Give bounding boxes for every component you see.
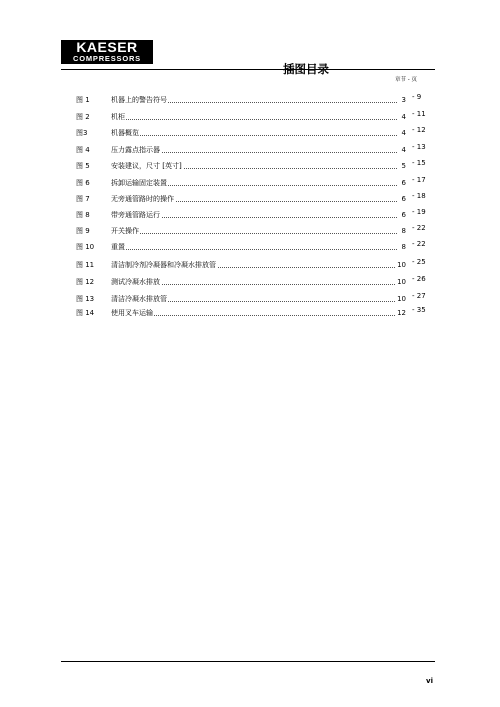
toc-entry[interactable] [76, 179, 406, 188]
figure-title: 无旁通管路时的操作 [111, 195, 174, 203]
page-number: - 12 [412, 126, 426, 134]
chapter-page-header: 章节 - 页 [395, 77, 417, 83]
figure-number: 图 14 [76, 309, 95, 317]
page-number: - 19 [412, 208, 426, 216]
dot-leader [111, 135, 397, 136]
page-number: - 15 [412, 159, 426, 167]
figure-number: 图 11 [76, 261, 95, 269]
figure-number: 图 9 [76, 227, 90, 235]
toc-entry[interactable] [76, 211, 406, 220]
page-number: - 22 [412, 240, 426, 248]
chapter-number: 5 [401, 162, 406, 170]
header-divider [61, 69, 435, 70]
figure-title: 拆卸运输固定装置 [111, 179, 167, 187]
logo-subline: COMPRESSORS [73, 54, 141, 63]
page-number: - 27 [412, 292, 426, 300]
toc-entry[interactable] [76, 146, 406, 155]
chapter-number: 10 [397, 261, 406, 269]
toc-entry[interactable] [76, 96, 406, 105]
figure-number: 图 2 [76, 113, 90, 121]
figure-number: 图 12 [76, 278, 95, 286]
figure-title: 压力露点指示器 [111, 146, 160, 154]
dot-leader [111, 249, 397, 250]
figure-title: 机柜 [111, 113, 125, 121]
chapter-number: 6 [401, 211, 406, 219]
figure-title: 机器上的警告符号 [111, 96, 167, 104]
page-number: - 25 [412, 258, 426, 266]
figure-number: 图 8 [76, 211, 90, 219]
page-number: - 13 [412, 143, 426, 151]
chapter-number: 12 [397, 309, 406, 317]
dot-leader [111, 119, 397, 120]
chapter-number: 6 [401, 179, 406, 187]
figure-title: 开关操作 [111, 227, 139, 235]
figure-number: 图 7 [76, 195, 90, 203]
page-number: - 35 [412, 306, 426, 314]
figure-title: 重置 [111, 243, 125, 251]
page-number: - 18 [412, 192, 426, 200]
toc-entry[interactable] [76, 261, 406, 270]
toc-entry[interactable] [76, 309, 406, 318]
figure-title: 带旁通管路运行 [111, 211, 160, 219]
figure-number: 图 5 [76, 162, 90, 170]
page-number: - 17 [412, 176, 426, 184]
toc-entry[interactable] [76, 162, 406, 171]
chapter-number: 10 [397, 278, 406, 286]
figure-title: 清洁制冷剂冷凝器和冷凝水排放管 [111, 261, 216, 269]
figure-number: 图 13 [76, 295, 95, 303]
kaeser-logo [61, 40, 153, 64]
toc-entry[interactable] [76, 195, 406, 204]
figure-number: 图 10 [76, 243, 95, 251]
chapter-number: 4 [401, 113, 406, 121]
chapter-number: 3 [401, 96, 406, 104]
figure-title: 清洁冷凝水排放管 [111, 295, 167, 303]
chapter-number: 10 [397, 295, 406, 303]
toc-entry[interactable] [76, 227, 406, 236]
chapter-number: 4 [401, 146, 406, 154]
page-number: - 11 [412, 110, 426, 118]
logo-wordmark: KAESER [76, 39, 138, 55]
toc-entry[interactable] [76, 243, 406, 252]
figure-number: 图3 [76, 129, 88, 137]
figure-number: 图 6 [76, 179, 90, 187]
chapter-number: 4 [401, 129, 406, 137]
footer-divider [61, 661, 435, 662]
figure-title: 机器概览 [111, 129, 139, 137]
chapter-number: 8 [401, 243, 406, 251]
toc-entry[interactable] [76, 113, 406, 122]
page-number: - 9 [412, 93, 422, 101]
figure-number: 图 4 [76, 146, 90, 154]
page-number: - 26 [412, 275, 426, 283]
figure-number: 图 1 [76, 96, 90, 104]
dot-leader [111, 233, 397, 234]
toc-entry[interactable] [76, 129, 406, 138]
folio-page-number: vi [426, 677, 433, 685]
toc-entry[interactable] [76, 278, 406, 287]
figure-title: 安装建议，尺寸 [英寸] [111, 162, 182, 170]
page-number: - 22 [412, 224, 426, 232]
figure-title: 使用叉车运输 [111, 309, 153, 317]
chapter-number: 6 [401, 195, 406, 203]
page-title: 插图目录 [283, 62, 329, 76]
figure-title: 测试冷凝水排放 [111, 278, 160, 286]
toc-entry[interactable] [76, 295, 406, 304]
chapter-number: 8 [401, 227, 406, 235]
